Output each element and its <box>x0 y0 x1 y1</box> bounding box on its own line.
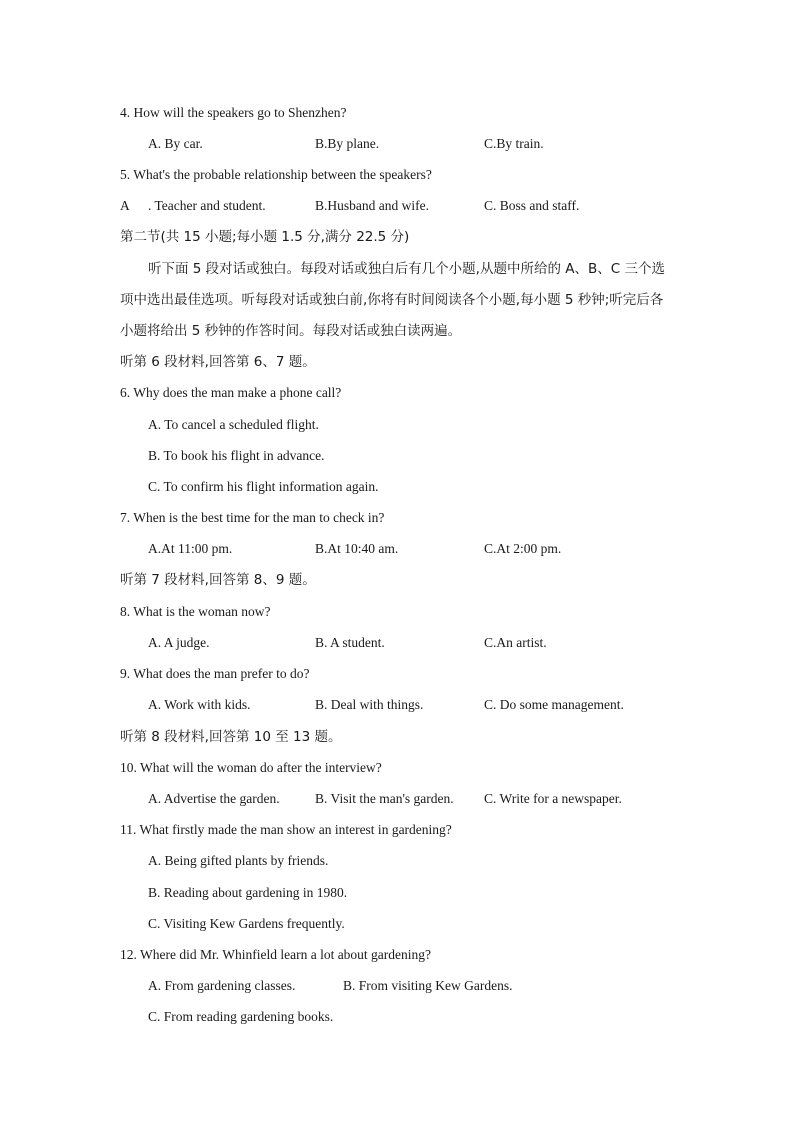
option-c: C.An artist. <box>484 635 547 650</box>
option-b: B. From visiting Kew Gardens. <box>343 978 513 993</box>
instructions-line-2: 项中选出最佳选项。听每段对话或独白前,你将有时间阅读各个小题,每小题 5 秒钟;听完后各 <box>120 292 664 308</box>
option-b: B. To book his flight in advance. <box>148 448 325 463</box>
material-6-heading: 听第 6 段材料,回答第 6、7 题。 <box>120 354 316 370</box>
question-7: 7. When is the best time for the man to check in? <box>120 510 385 525</box>
option-b: B.By plane. <box>315 136 380 151</box>
option-c: C. From reading gardening books. <box>148 1009 334 1024</box>
option-c: C.By train. <box>484 136 544 151</box>
instructions-line-3: 小题将给出 5 秒钟的作答时间。每段对话或独白读两遍。 <box>120 323 462 339</box>
question-6: 6. Why does the man make a phone call? <box>120 385 342 400</box>
option-c: C. Visiting Kew Gardens frequently. <box>148 916 345 931</box>
option-a: A. Being gifted plants by friends. <box>148 853 329 868</box>
material-7-heading: 听第 7 段材料,回答第 8、9 题。 <box>120 572 316 588</box>
option-c: C. Do some management. <box>484 697 624 712</box>
option-a: A.At 11:00 pm. <box>148 541 233 556</box>
material-8-heading: 听第 8 段材料,回答第 10 至 13 题。 <box>120 729 342 745</box>
question-12: 12. Where did Mr. Whinfield learn a lot about gardening? <box>120 947 432 962</box>
option-a-letter: A <box>120 198 130 213</box>
section-heading: 第二节(共 15 小题;每小题 1.5 分,满分 22.5 分) <box>120 229 410 245</box>
option-b: B.Husband and wife. <box>315 198 429 213</box>
option-b: B. Deal with things. <box>315 697 424 712</box>
option-a: A. Advertise the garden. <box>148 791 280 806</box>
question-9: 9. What does the man prefer to do? <box>120 666 310 681</box>
question-5: 5. What's the probable relationship between the speakers? <box>120 167 432 182</box>
option-b: B.At 10:40 am. <box>315 541 399 556</box>
option-c: C.At 2:00 pm. <box>484 541 562 556</box>
option-a: A. Work with kids. <box>148 697 251 712</box>
option-b: B. A student. <box>315 635 385 650</box>
option-a: . Teacher and student. <box>148 198 266 213</box>
option-a: A. From gardening classes. <box>148 978 296 993</box>
option-b: B. Reading about gardening in 1980. <box>148 885 348 900</box>
option-c: C. To confirm his flight information again. <box>148 479 379 494</box>
option-c: C. Boss and staff. <box>484 198 580 213</box>
question-11: 11. What firstly made the man show an interest in gardening? <box>120 822 452 837</box>
question-8: 8. What is the woman now? <box>120 604 271 619</box>
instructions-line-1: 听下面 5 段对话或独白。每段对话或独白后有几个小题,从题中所给的 A、B、C 三个选 <box>148 261 665 277</box>
question-4: 4. How will the speakers go to Shenzhen? <box>120 105 347 120</box>
option-a: A. A judge. <box>148 635 210 650</box>
option-b: B. Visit the man's garden. <box>315 791 454 806</box>
option-c: C. Write for a newspaper. <box>484 791 622 806</box>
option-a: A. To cancel a scheduled flight. <box>148 417 319 432</box>
option-a: A. By car. <box>148 136 203 151</box>
question-10: 10. What will the woman do after the interview? <box>120 760 382 775</box>
